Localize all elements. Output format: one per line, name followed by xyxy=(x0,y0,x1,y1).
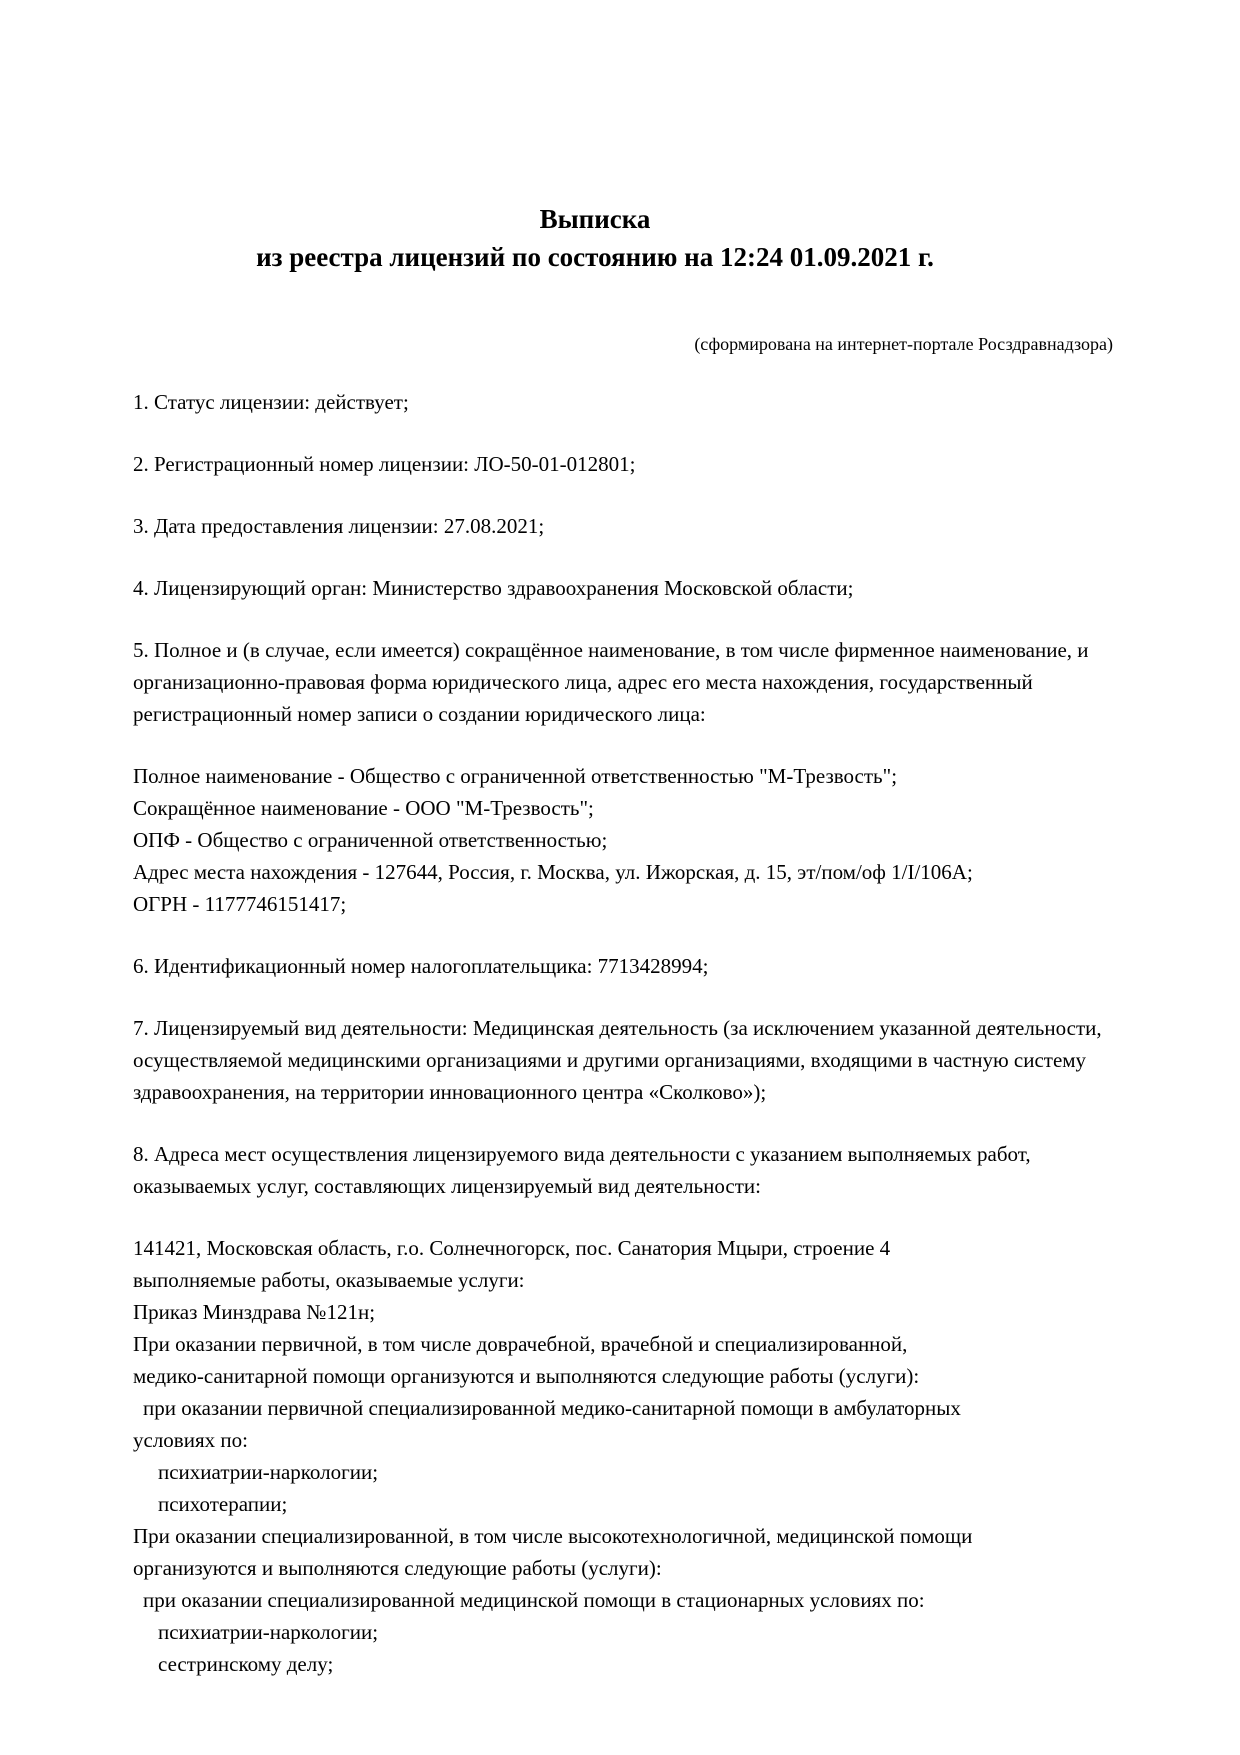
text-line: психотерапии; xyxy=(158,1492,288,1516)
text-line: выполняемые работы, оказываемые услуги: xyxy=(133,1268,525,1292)
text-line: Сокращённое наименование - ООО "М-Трезвость"; xyxy=(133,796,594,820)
text-line: организуются и выполняются следующие работы (услуги): xyxy=(133,1556,662,1580)
paragraph: 1. Статус лицензии: действует; xyxy=(133,390,409,414)
text-line: при оказании специализированной медицинской помощи в стационарных условиях по: xyxy=(143,1588,925,1612)
text-line: Полное наименование - Общество с ограниченной ответственностью "М-Трезвость"; xyxy=(133,764,898,788)
paragraph: 7. Лицензируемый вид деятельности: Медицинская деятельность (за исключением указанной деятельности, осуществляемой медицинскими организациями и другими организациями, входящими в частную систему здравоохранения, на территории инновационного центра «Сколково»); xyxy=(133,1016,1102,1104)
text-line: При оказании первичной, в том числе доврачебной, врачебной и специализированной, xyxy=(133,1332,908,1356)
text-line: Приказ Минздрава №121н; xyxy=(133,1300,376,1324)
text-line: при оказании первичной специализированной медико-санитарной помощи в амбулаторных xyxy=(143,1396,961,1420)
document-title-line1: Выписка xyxy=(539,204,651,234)
text-line: сестринскому делу; xyxy=(158,1652,334,1676)
text-line: медико-санитарной помощи организуются и выполняются следующие работы (услуги): xyxy=(133,1364,920,1388)
text-line: 141421, Московская область, г.о. Солнечногорск, пос. Санатория Мцыри, строение 4 xyxy=(133,1236,891,1260)
text-line: ОПФ - Общество с ограниченной ответственностью; xyxy=(133,828,608,852)
document-body xyxy=(133,386,1113,1680)
document-title-line2: из реестра лицензий по состоянию на 12:24 01.09.2021 г. xyxy=(256,242,934,272)
paragraph: 6. Идентификационный номер налогоплательщика: 7713428994; xyxy=(133,954,709,978)
line-group xyxy=(133,1232,1113,1680)
document-subtitle: (сформирована на интернет-портале Росздравнадзора) xyxy=(694,334,1113,354)
paragraph: 3. Дата предоставления лицензии: 27.08.2021; xyxy=(133,514,545,538)
paragraph: 2. Регистрационный номер лицензии: ЛО-50-01-012801; xyxy=(133,452,636,476)
text-line: При оказании специализированной, в том числе высокотехнологичной, медицинской помощи xyxy=(133,1524,973,1548)
text-line: психиатрии-наркологии; xyxy=(158,1620,379,1644)
paragraph: 8. Адреса мест осуществления лицензируемого вида деятельности с указанием выполняемых работ, оказываемых услуг, составляющих лицензируемый вид деятельности: xyxy=(133,1142,1031,1198)
line-group xyxy=(133,760,1113,920)
paragraph: 5. Полное и (в случае, если имеется) сокращённое наименование, в том числе фирменное наименование, и организационно-правовая форма юридического лица, адрес его места нахождения, государственный регистрационный номер записи о создании юридического лица: xyxy=(133,638,1089,726)
text-line: условиях по: xyxy=(133,1428,248,1452)
paragraph: 4. Лицензирующий орган: Министерство здравоохранения Московской области; xyxy=(133,576,854,600)
document-title xyxy=(133,200,1113,276)
text-line: ОГРН - 1177746151417; xyxy=(133,892,347,916)
text-line: Адрес места нахождения - 127644, Россия, г. Москва, ул. Ижорская, д. 15, эт/пом/оф 1/I/106А; xyxy=(133,860,973,884)
text-line: психиатрии-наркологии; xyxy=(158,1460,379,1484)
